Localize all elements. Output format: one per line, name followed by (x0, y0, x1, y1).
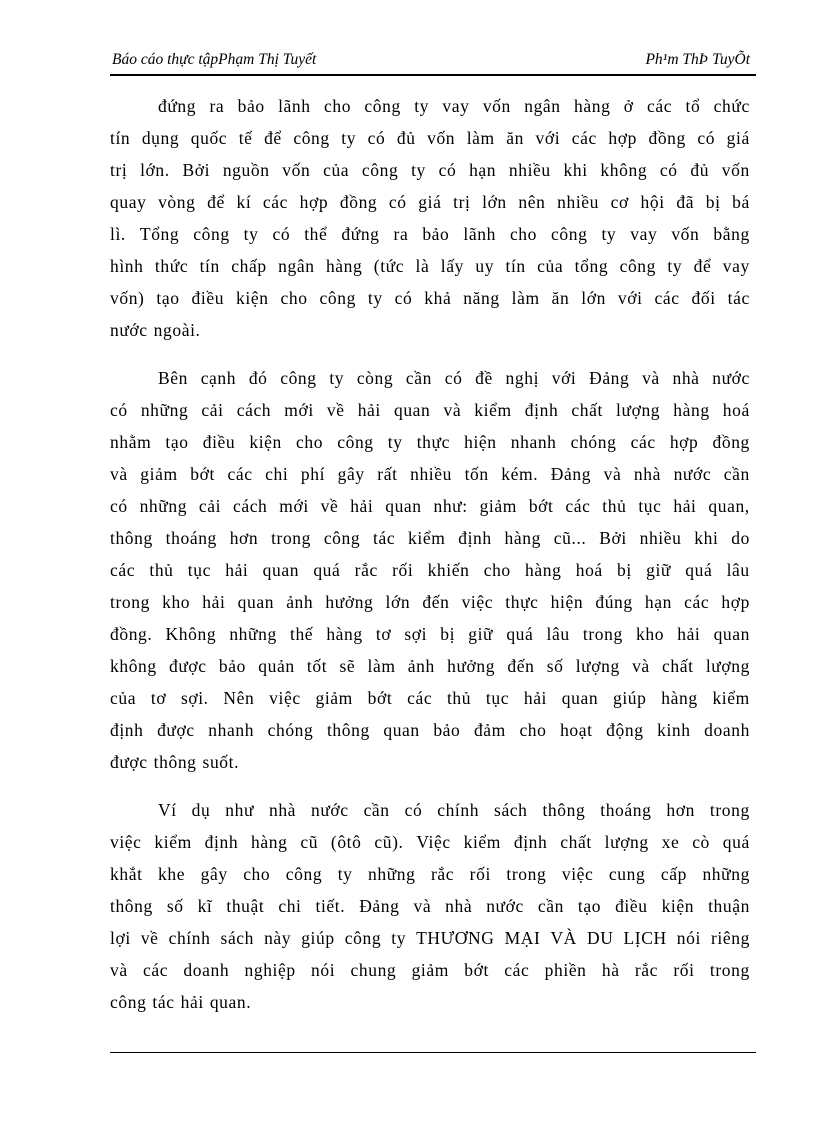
paragraph (110, 794, 750, 1018)
text-line: và giảm bớt các chi phí gây rất nhiều tốn kém. Đảng và nhà nước cần (110, 464, 750, 484)
text-line: trị lớn. Bởi nguồn vốn của công ty có hạn nhiều khi không có đủ vốn (110, 160, 750, 180)
text-line: Ví dụ như nhà nước cần có chính sách thông thoáng hơn trong (158, 800, 750, 820)
text-line: đứng ra bảo lãnh cho công ty vay vốn ngân hàng ở các tổ chức (158, 96, 750, 116)
footer-rule (110, 1052, 756, 1053)
text-line: có những cải cách mới về hải quan và kiểm định chất lượng hàng hoá (110, 400, 750, 420)
text-line: đồng. Không những thế hàng tơ sợi bị giữ quá lâu trong kho hải quan (110, 624, 750, 644)
text-line: vốn) tạo điều kiện cho công ty có khả năng làm ăn lớn với các đối tác (110, 288, 750, 308)
text-line: định được nhanh chóng thông quan bảo đảm cho hoạt động kinh doanh (110, 720, 750, 740)
text-line: trong kho hải quan ảnh hưởng lớn đến việc thực hiện đúng hạn các hợp (110, 592, 750, 612)
text-line: quay vòng để kí các hợp đồng có giá trị lớn nên nhiều cơ hội đã bị bá (110, 192, 750, 212)
page-header (110, 48, 756, 76)
header-left-text: Báo cáo thực tậpPhạm Thị Tuyết (112, 51, 317, 68)
text-line: công tác hải quan. (110, 992, 252, 1012)
text-line: có những cải cách mới về hải quan như: giảm bớt các thủ tục hải quan, (110, 496, 750, 516)
paragraph (110, 362, 750, 778)
paragraph (110, 90, 750, 346)
text-line: lợi về chính sách này giúp công ty THƯƠNG MẠI VÀ DU LỊCH nói riêng (110, 928, 750, 948)
text-line: tín dụng quốc tế để công ty có đủ vốn làm ăn với các hợp đồng có giá (110, 128, 750, 148)
header-right-text: Ph¹m ThÞ TuyÕt (645, 51, 750, 68)
text-line: các thủ tục hải quan quá rắc rối khiến cho hàng hoá bị giữ quá lâu (110, 560, 750, 580)
text-line: được thông suốt. (110, 752, 240, 772)
text-line: nước ngoài. (110, 320, 201, 340)
text-line: việc kiểm định hàng cũ (ôtô cũ). Việc kiểm định chất lượng xe cò quá (110, 832, 750, 852)
text-line: khắt khe gây cho công ty những rắc rối trong việc cung cấp những (110, 864, 750, 884)
document-body (110, 90, 750, 1018)
text-line: thông thoáng hơn trong công tác kiểm định hàng cũ... Bởi nhiều khi do (110, 528, 750, 548)
text-line: lì. Tổng công ty có thể đứng ra bảo lãnh cho công ty vay vốn bằng (110, 224, 750, 244)
text-line: của tơ sợi. Nên việc giảm bớt các thủ tục hải quan giúp hàng kiểm (110, 688, 750, 708)
text-line: không được bảo quản tốt sẽ làm ảnh hưởng đến số lượng và chất lượng (110, 656, 750, 676)
text-line: và các doanh nghiệp nói chung giảm bớt các phiền hà rắc rối trong (110, 960, 750, 980)
text-line: Bên cạnh đó công ty còng cần có đề nghị với Đảng và nhà nước (158, 368, 750, 388)
text-line: hình thức tín chấp ngân hàng (tức là lấy uy tín của tổng công ty để vay (110, 256, 750, 276)
text-line: thông số kĩ thuật chi tiết. Đảng và nhà nước cần tạo điều kiện thuận (110, 896, 750, 916)
text-line: nhằm tạo điều kiện cho công ty thực hiện nhanh chóng các hợp đồng (110, 432, 750, 452)
